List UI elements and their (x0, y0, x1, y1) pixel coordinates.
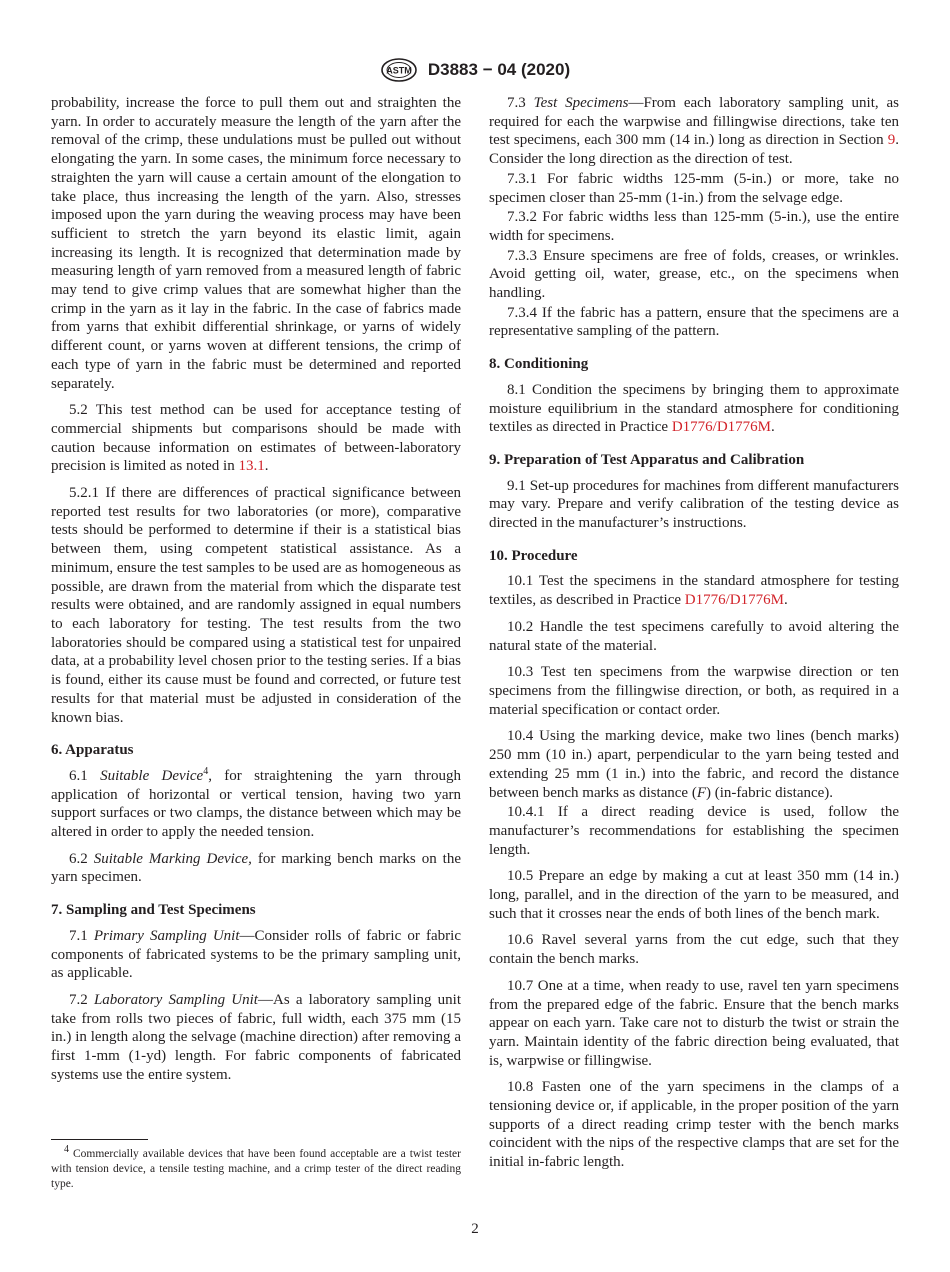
right-column (489, 94, 899, 1180)
paragraph-7-1: 7.1 Primary Sampling Unit—Consider rolls of fabric or fabric components of fabricated systems to be the primary sampling unit, as applicable. (51, 927, 461, 982)
paragraph-10-7: 10.7 One at a time, when ready to use, ravel ten yarn specimens from the prepared edge of the fabric. Ensure that the bench marks appear on each yarn. Take care not to disturb the twist or strain the yarn. Maintain identity of the fabric direction being evaluated, that is, warpwise or fillingwise. (489, 977, 899, 1069)
paragraph-10-6: 10.6 Ravel several yarns from the cut edge, such that they contain the bench marks. (489, 932, 899, 968)
paragraph-6-2: 6.2 Suitable Marking Device, for marking bench marks on the yarn specimen. (51, 850, 462, 886)
left-column (51, 94, 461, 1092)
section-10-heading: 10. Procedure (489, 547, 578, 564)
footnote-4: $^4$ Commercially available devices that have been found acceptable are a twist tester with tension device, a tensile testing machine, and a crimp tester of the direct reading type. (51, 1144, 461, 1190)
svg-text:ASTM: ASTM (386, 65, 412, 76)
practice-d1776-link[interactable]: D1776/D1776M (671, 419, 772, 436)
footnote-4-ref[interactable]: 4 (203, 765, 209, 777)
section-6-heading: 6. Apparatus (51, 742, 134, 759)
paragraph-5-1-continued: probability, increase the force to pull them out and straighten the yarn. In order to accurately measure the length of the yarn after the removal of the crimp, these undulations must be pulled out without elongating the yarn. In some cases, the minimum force necessary to straighten the yarn will cause a certain amount of the elongation to take place, thus increasing the length of the yarn. Also, stresses imposed upon the yarn during the weaving process may have been sufficient to stretch the yarn beyond its elastic limit, again increasing its length. It is recognized that determination made by measuring length of yarn removed from a measured length of fabric may tend to give crimp values that are somewhat higher than the crimp in the yarn as it lay in the fabric. In the case of fabrics made from yarns that exhibit differential shrinkage, or yarns of widely different count, or yarns woven at different tensions, the crimp of each type of yarn in the fabric must be determined and reported separately. (51, 95, 461, 392)
paragraph-7-3-2: 7.3.2 For fabric widths less than 125-mm (5-in.), use the entire width for specimens. (489, 209, 899, 244)
paragraph-10-4: 10.4 Using the marking device, make two lines (bench marks) 250 mm (10 in.) apart, perpendicular to the yarn being tested and extending 25 mm (1 in.) into the fabric, and record the distance between bench marks as distance (F) (in-fabric distance). (489, 728, 899, 801)
paragraph-10-5: 10.5 Prepare an edge by making a cut at least 350 mm (14 in.) long, parallel, and in the direction of the yarn to be measured, and such that it crosses near the ends of both lines of the bench mark. (489, 868, 899, 922)
document-designation: D3883 − 04 (2020) (427, 60, 571, 79)
page-header (0, 58, 950, 82)
section-8-heading: 8. Conditioning (489, 356, 589, 373)
paragraph-7-3-3: 7.3.3 Ensure specimens are free of folds, creases, or wrinkles. Avoid getting oil, water, grease, etc., on the specimens when handling. (489, 247, 899, 302)
paragraph-8-1: 8.1 Condition the specimens by bringing them to approximate moisture equilibrium in the standard atmosphere for conditioning textiles as directed in Practice D1776/D1776M. (489, 381, 899, 436)
paragraph-7-3-4: 7.3.4 If the fabric has a pattern, ensure that the specimens are a representative sampling of the pattern. (489, 304, 899, 340)
paragraph-5-2: 5.2 This test method can be used for acceptance testing of commercial shipments but comparisons should be made with caution because information on estimates of between-laboratory precision is limited as noted in 13.1. (51, 402, 461, 475)
footnote-divider (51, 1139, 148, 1140)
section-9-heading: 9. Preparation of Test Apparatus and Calibration (489, 451, 805, 468)
paragraph-9-1: 9.1 Set-up procedures for machines from different manufacturers may vary. Prepare and verify calibration of the testing device as directed in the manufacturer’s instructions. (489, 477, 899, 532)
paragraph-7-2: 7.2 Laboratory Sampling Unit—As a laboratory sampling unit take from rolls two pieces of fabric, full width, each 375 mm (15 in.) in length along the selvage (machine direction) after removing a first 1-mm (1-yd) length. For fabric components of fabricated systems use the entire system. (51, 991, 461, 1083)
paragraph-10-2: 10.2 Handle the test specimens carefully to avoid altering the natural state of the material. (489, 618, 899, 654)
section-13-1-link[interactable]: 13.1 (238, 458, 265, 475)
paragraph-7-3-1: 7.3.1 For fabric widths 125-mm (5-in.) or more, take no specimen closer than 25-mm (1-in.) from the selvage edge. (489, 170, 899, 206)
section-7-heading: 7. Sampling and Test Specimens (51, 902, 256, 919)
paragraph-10-8: 10.8 Fasten one of the yarn specimens in the clamps of a tensioning device or, if applicable, in the proper position of the yarn supports of a direct reading crimp tester with the bench marks coincident with the nips of the respective clamps that are set for the initial in-fabric length. (489, 1079, 899, 1171)
paragraph-10-4-1: 10.4.1 If a direct reading device is used, follow the manufacturer’s recommendations for establishing the specimen length. (489, 804, 899, 858)
paragraph-5-2-1: 5.2.1 If there are differences of practical significance between reported test results for two laboratories (or more), comparative tests should be performed to determine if their is a statistical bias between them, using competent statistical assistance. As a minimum, ensure the test samples to be used are as homogeneous as possible, are drawn from the material from which the disparate test results were obtained, and are randomly assigned in equal numbers to each laboratory for testing. The test results from the two laboratories should be compared using a statistical test for unpaired data, at a probability level chosen prior to the testing series. If a bias is found, either its cause must be found and corrected, or future test results for that material must be adjusted in consideration of the known bias. (51, 485, 461, 726)
paragraph-6-1: 6.1 Suitable Device$^4$, for straightening the yarn through application of horizontal or vertical tension, having two yarn support surfaces or two clamps, the distance between which may be altered in order to apply the needed tension. (51, 765, 462, 841)
paragraph-7-3: 7.3 Test Specimens—From each laboratory sampling unit, as required for each the warpwise and fillingwise directions, take ten test specimens, each 300 mm (14 in.) long as direction in Section 9. Consider the long direction as the direction of test. (489, 95, 899, 168)
paragraph-10-1: 10.1 Test the specimens in the standard atmosphere for testing textiles, as described in Practice D1776/D1776M. (489, 573, 899, 609)
paragraph-10-3: 10.3 Test ten specimens from the warpwise direction or ten specimens from the fillingwise direction, or both, as required in a material specification or contact order. (489, 664, 899, 718)
astm-logo-icon (380, 58, 418, 82)
practice-d1776-link[interactable]: D1776/D1776M (684, 592, 784, 609)
section-9-link[interactable]: 9 (887, 132, 896, 149)
page-number: 2 (471, 1221, 479, 1237)
